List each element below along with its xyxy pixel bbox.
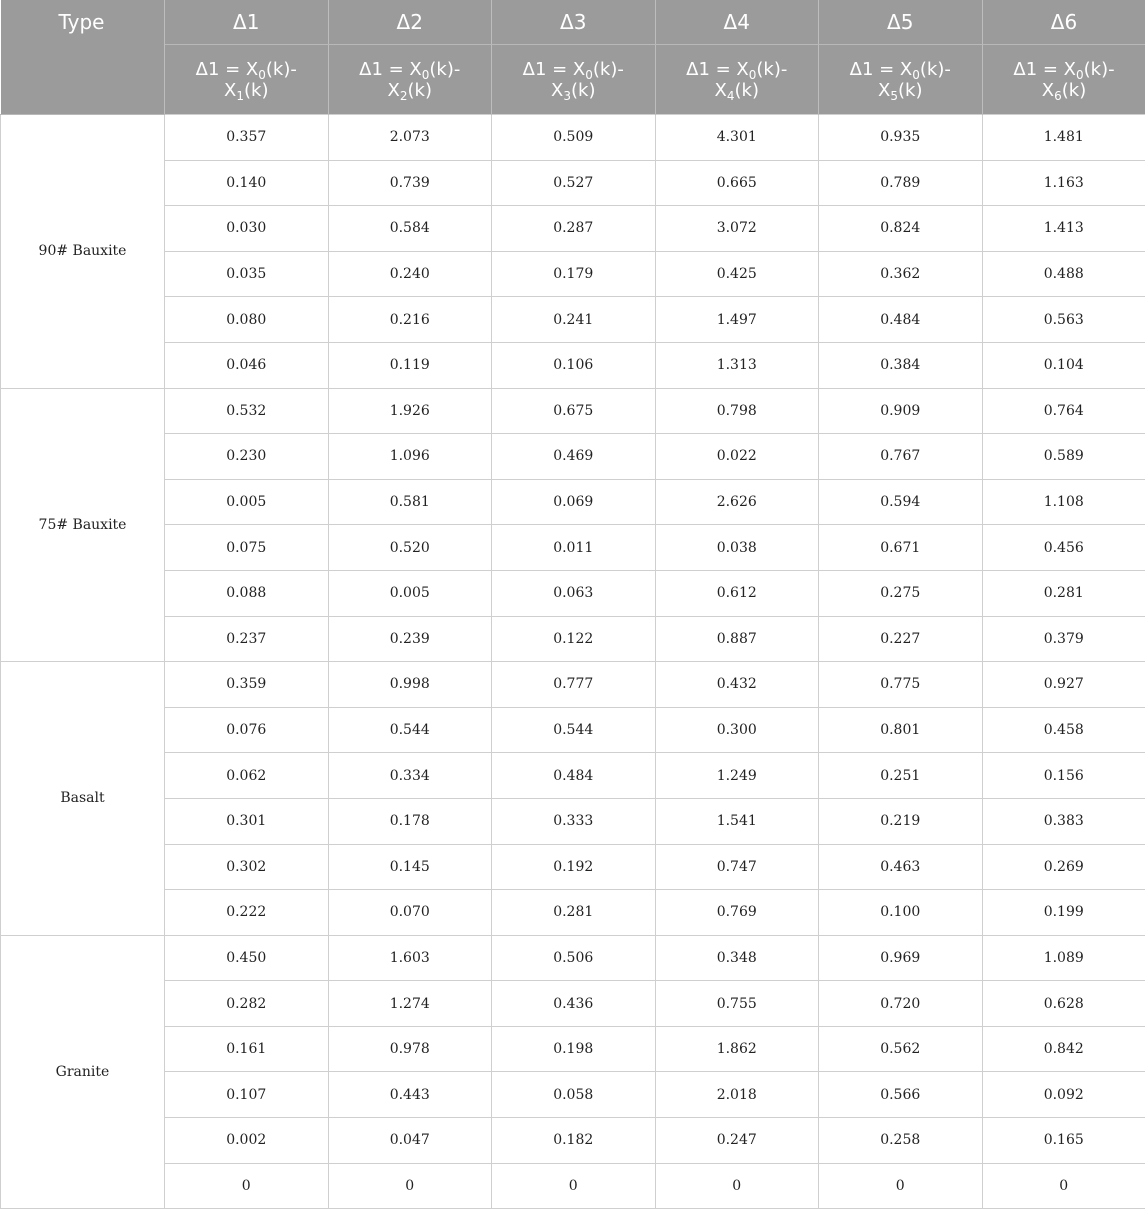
table-cell: 0.384 [819, 342, 983, 388]
table-cell: 0.379 [982, 616, 1145, 662]
table-cell: 0.227 [819, 616, 983, 662]
table-row [1, 753, 1145, 799]
table-cell: 0.107 [165, 1072, 329, 1118]
table-cell: 0.219 [819, 798, 983, 844]
table-cell: 0.348 [655, 935, 819, 981]
table-cell: 0.563 [982, 297, 1145, 343]
table-row [1, 1163, 1145, 1209]
table-row [1, 160, 1145, 206]
table-cell: 0.070 [328, 890, 492, 936]
table-cell: 0.030 [165, 206, 329, 252]
table-row [1, 342, 1145, 388]
table-row [1, 251, 1145, 297]
table-cell: 1.163 [982, 160, 1145, 206]
table-row [1, 707, 1145, 753]
table-cell: 0 [328, 1163, 492, 1209]
table-cell: 0.520 [328, 525, 492, 571]
table-cell: 0.842 [982, 1026, 1145, 1072]
table-cell: 1.249 [655, 753, 819, 799]
table-cell: 1.313 [655, 342, 819, 388]
table-cell: 0.104 [982, 342, 1145, 388]
table-cell: 0 [165, 1163, 329, 1209]
table-cell: 0.978 [328, 1026, 492, 1072]
table-cell: 4.301 [655, 115, 819, 161]
table-cell: 1.926 [328, 388, 492, 434]
table-cell: 0.443 [328, 1072, 492, 1118]
table-cell: 0.594 [819, 479, 983, 525]
table-cell: 0.281 [492, 890, 656, 936]
table-cell: 0.720 [819, 981, 983, 1027]
table-cell: 0.584 [328, 206, 492, 252]
table-cell: 2.626 [655, 479, 819, 525]
table-cell: 1.481 [982, 115, 1145, 161]
table-cell: 0.383 [982, 798, 1145, 844]
table-cell: 0.357 [165, 115, 329, 161]
table-cell: 0.239 [328, 616, 492, 662]
table-cell: 0.240 [328, 251, 492, 297]
table-cell: 0.216 [328, 297, 492, 343]
table-cell: 0.230 [165, 434, 329, 480]
table-cell: 0.887 [655, 616, 819, 662]
table-cell: 0.927 [982, 662, 1145, 708]
table-cell: 0.047 [328, 1118, 492, 1164]
table-cell: 1.089 [982, 935, 1145, 981]
table-cell: 0.005 [328, 570, 492, 616]
table-cell: 0.764 [982, 388, 1145, 434]
table-row [1, 115, 1145, 161]
formula-header: $\Delta 1 = X_0(k)-$ $X_4(k)$ [655, 45, 819, 115]
table-header [1, 0, 1145, 115]
formula-header: $\Delta 1 = X_0(k)-$ $X_3(k)$ [492, 45, 656, 115]
table-cell: 0.005 [165, 479, 329, 525]
table-row [1, 570, 1145, 616]
table-cell: 0.092 [982, 1072, 1145, 1118]
table-cell: 0.432 [655, 662, 819, 708]
table-cell: 0.035 [165, 251, 329, 297]
formula-header: $\Delta 1 = X_0(k)-$ $X_5(k)$ [819, 45, 983, 115]
table-body [1, 115, 1145, 1209]
table-cell: 1.096 [328, 434, 492, 480]
delta-header: Δ2 [328, 0, 492, 45]
table-cell: 2.018 [655, 1072, 819, 1118]
table-cell: 0.333 [492, 798, 656, 844]
table-cell: 0.156 [982, 753, 1145, 799]
table-cell: 0.509 [492, 115, 656, 161]
table-cell: 0.589 [982, 434, 1145, 480]
table-cell: 0.237 [165, 616, 329, 662]
table-cell: 1.108 [982, 479, 1145, 525]
table-cell: 0.612 [655, 570, 819, 616]
table-cell: 0.562 [819, 1026, 983, 1072]
table-cell: 0.222 [165, 890, 329, 936]
table-cell: 0.747 [655, 844, 819, 890]
table-cell: 0.789 [819, 160, 983, 206]
table-cell: 0.739 [328, 160, 492, 206]
table-cell: 0.506 [492, 935, 656, 981]
table-cell: 0.282 [165, 981, 329, 1027]
table-cell: 0.062 [165, 753, 329, 799]
group-label: Basalt [1, 662, 165, 936]
group-label: Granite [1, 935, 165, 1209]
table-cell: 0.469 [492, 434, 656, 480]
table-cell: 0.671 [819, 525, 983, 571]
table-cell: 0.106 [492, 342, 656, 388]
table-cell: 0.182 [492, 1118, 656, 1164]
table-cell: 0.450 [165, 935, 329, 981]
table-cell: 0.665 [655, 160, 819, 206]
table-cell: 1.497 [655, 297, 819, 343]
table-cell: 0 [819, 1163, 983, 1209]
table-cell: 0.080 [165, 297, 329, 343]
table-cell: 0.199 [982, 890, 1145, 936]
table-cell: 0 [492, 1163, 656, 1209]
table-row [1, 297, 1145, 343]
header-row-formulas [1, 45, 1145, 115]
table-cell: 0.069 [492, 479, 656, 525]
table-cell: 1.603 [328, 935, 492, 981]
table-cell: 0.484 [492, 753, 656, 799]
table-cell: 0.300 [655, 707, 819, 753]
table-cell: 0.301 [165, 798, 329, 844]
table-cell: 0.628 [982, 981, 1145, 1027]
table-row [1, 525, 1145, 571]
table-cell: 0.275 [819, 570, 983, 616]
table-cell: 0.532 [165, 388, 329, 434]
delta-header: Δ1 [165, 0, 329, 45]
table-cell: 0.281 [982, 570, 1145, 616]
table-cell: 0.075 [165, 525, 329, 571]
table-cell: 0.165 [982, 1118, 1145, 1164]
table-cell: 0.798 [655, 388, 819, 434]
table-cell: 1.413 [982, 206, 1145, 252]
table-cell: 0.935 [819, 115, 983, 161]
table-cell: 0.775 [819, 662, 983, 708]
table-cell: 0.178 [328, 798, 492, 844]
table-cell: 0.258 [819, 1118, 983, 1164]
table-cell: 0 [655, 1163, 819, 1209]
table-cell: 0.359 [165, 662, 329, 708]
table-row [1, 890, 1145, 936]
table-cell: 0.088 [165, 570, 329, 616]
table-cell: 0.767 [819, 434, 983, 480]
table-cell: 0.140 [165, 160, 329, 206]
table-cell: 0.755 [655, 981, 819, 1027]
table-cell: 0.145 [328, 844, 492, 890]
table-row [1, 206, 1145, 252]
table-cell: 0.241 [492, 297, 656, 343]
table-row [1, 662, 1145, 708]
table-cell: 0.198 [492, 1026, 656, 1072]
table-cell: 0.527 [492, 160, 656, 206]
table-cell: 0.251 [819, 753, 983, 799]
table-cell: 0.046 [165, 342, 329, 388]
table-row [1, 388, 1145, 434]
table-cell: 0.247 [655, 1118, 819, 1164]
table-cell: 0.777 [492, 662, 656, 708]
table-cell: 0.002 [165, 1118, 329, 1164]
table-cell: 0.161 [165, 1026, 329, 1072]
table-cell: 0.425 [655, 251, 819, 297]
table-row [1, 616, 1145, 662]
table-cell: 0.458 [982, 707, 1145, 753]
group-label: 75# Bauxite [1, 388, 165, 662]
table-cell: 0.076 [165, 707, 329, 753]
table-cell: 0.119 [328, 342, 492, 388]
table-cell: 0.192 [492, 844, 656, 890]
table-cell: 0.022 [655, 434, 819, 480]
group-label: 90# Bauxite [1, 115, 165, 389]
table-cell: 0.488 [982, 251, 1145, 297]
formula-header: $\Delta 1 = X_0(k)-$ $X_1(k)$ [165, 45, 329, 115]
table-cell: 0.100 [819, 890, 983, 936]
table-cell: 0.334 [328, 753, 492, 799]
table-row [1, 434, 1145, 480]
table-cell: 0.038 [655, 525, 819, 571]
table-row [1, 1026, 1145, 1072]
delta-header: Δ5 [819, 0, 983, 45]
table-cell: 1.541 [655, 798, 819, 844]
table-cell: 0.544 [492, 707, 656, 753]
type-header: Type [1, 0, 165, 115]
table-cell: 0.122 [492, 616, 656, 662]
table-cell: 0.058 [492, 1072, 656, 1118]
table-cell: 0.998 [328, 662, 492, 708]
table-row [1, 935, 1145, 981]
table-cell: 0.269 [982, 844, 1145, 890]
table-row [1, 798, 1145, 844]
header-row-deltas [1, 0, 1145, 45]
table-cell: 2.073 [328, 115, 492, 161]
table-cell: 0.463 [819, 844, 983, 890]
delta-header: Δ4 [655, 0, 819, 45]
table-cell: 0.824 [819, 206, 983, 252]
table-cell: 0 [982, 1163, 1145, 1209]
table-row [1, 844, 1145, 890]
formula-header: $\Delta 1 = X_0(k)-$ $X_6(k)$ [982, 45, 1145, 115]
table-cell: 0.287 [492, 206, 656, 252]
table-cell: 3.072 [655, 206, 819, 252]
table-row [1, 1072, 1145, 1118]
table-cell: 0.969 [819, 935, 983, 981]
table-cell: 0.566 [819, 1072, 983, 1118]
table-cell: 1.862 [655, 1026, 819, 1072]
table-cell: 0.011 [492, 525, 656, 571]
table-cell: 0.544 [328, 707, 492, 753]
table-cell: 0.581 [328, 479, 492, 525]
table-cell: 0.302 [165, 844, 329, 890]
table-cell: 0.362 [819, 251, 983, 297]
table-cell: 0.909 [819, 388, 983, 434]
delta-header: Δ6 [982, 0, 1145, 45]
table-cell: 0.179 [492, 251, 656, 297]
formula-header: $\Delta 1 = X_0(k)-$ $X_2(k)$ [328, 45, 492, 115]
table-cell: 0.484 [819, 297, 983, 343]
table-cell: 1.274 [328, 981, 492, 1027]
table-cell: 0.063 [492, 570, 656, 616]
table-cell: 0.769 [655, 890, 819, 936]
table-cell: 0.456 [982, 525, 1145, 571]
table-row [1, 1118, 1145, 1164]
table-cell: 0.801 [819, 707, 983, 753]
table-cell: 0.675 [492, 388, 656, 434]
table-row [1, 981, 1145, 1027]
table-cell: 0.436 [492, 981, 656, 1027]
delta-header: Δ3 [492, 0, 656, 45]
table-row [1, 479, 1145, 525]
